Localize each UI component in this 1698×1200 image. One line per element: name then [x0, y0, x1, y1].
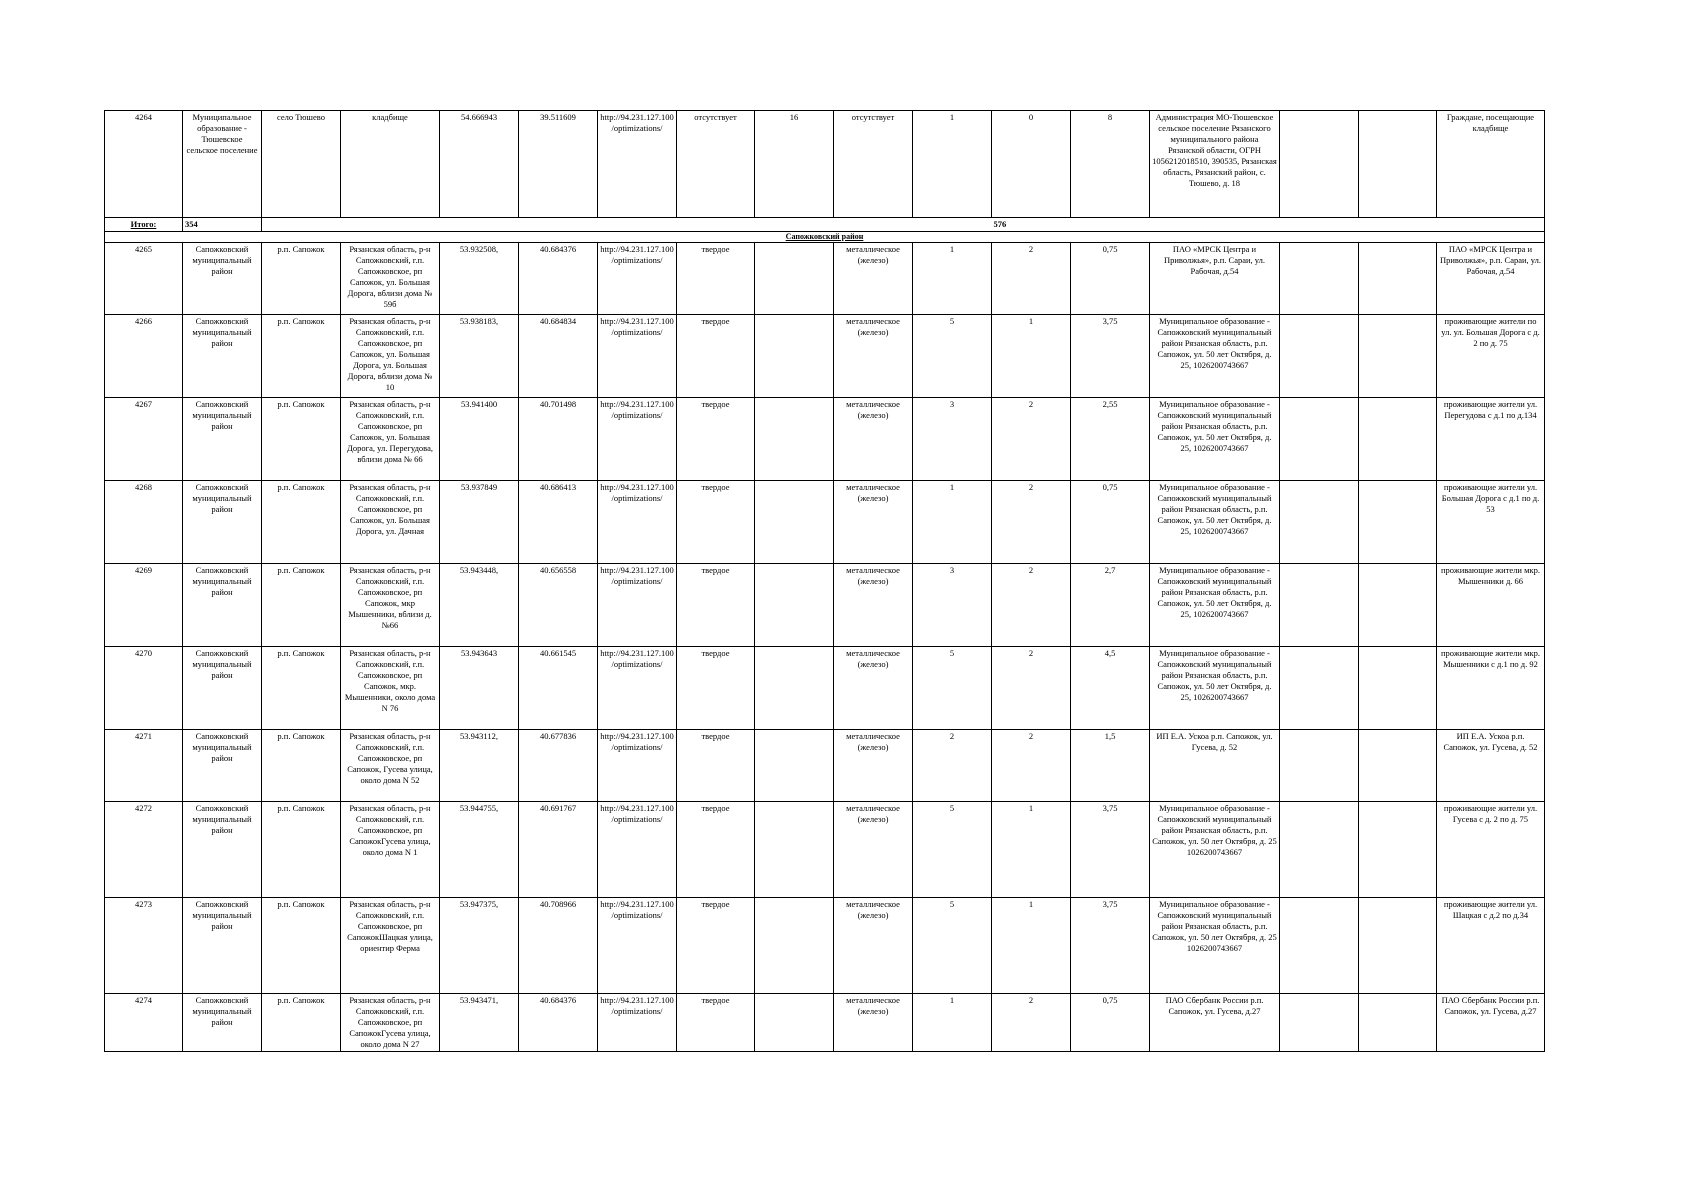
- cell-fence: металлическое (железо): [834, 647, 913, 730]
- cell-municipality: Сапожковский муниципальный район: [183, 398, 262, 481]
- cell-locality: р.п. Сапожок: [262, 647, 341, 730]
- cell-sources: проживающие жители ул. Шацкая с д.2 по д.34: [1437, 898, 1545, 994]
- cell-lon: 40.684376: [519, 243, 598, 315]
- cell-lon: 40.691767: [519, 802, 598, 898]
- cell-area: [755, 243, 834, 315]
- cell-sources: проживающие жители по ул. ул. Большая Дорога с д. 2 по д. 75: [1437, 315, 1545, 398]
- cell-fence: металлическое (железо): [834, 398, 913, 481]
- cell-link[interactable]: http://94.231.127.100/optimizations/: [598, 243, 677, 315]
- table-row: [105, 243, 1545, 315]
- cell-lat: 53.947375,: [440, 898, 519, 994]
- cell-c1: 2: [913, 730, 992, 802]
- cell-surface: твердое: [677, 898, 755, 994]
- cell-owner: ПАО Сбербанк России р.п. Сапожок, ул. Гусева, д.27: [1150, 994, 1280, 1052]
- cell-lat: 53.944755,: [440, 802, 519, 898]
- cell-link[interactable]: http://94.231.127.100/optimizations/: [598, 398, 677, 481]
- cell-owner: ИП Е.А. Ускоа р.п. Сапожок, ул. Гусева, д. 52: [1150, 730, 1280, 802]
- cell-e2: [1359, 315, 1437, 398]
- cell-c1: 1: [913, 994, 992, 1052]
- table-row: [105, 647, 1545, 730]
- cell-e2: [1359, 564, 1437, 647]
- cell-locality: р.п. Сапожок: [262, 898, 341, 994]
- cell-lon: 40.684376: [519, 994, 598, 1052]
- cell-surface: твердое: [677, 315, 755, 398]
- cell-address: Рязанская область, р-н Сапожковский, г.п. Сапожковское, рп СапожокГусева улица, около дома N 1: [341, 802, 440, 898]
- cell-sources: проживающие жители ул. Перегудова с д.1 по д.134: [1437, 398, 1545, 481]
- cell-c2: 1: [992, 315, 1071, 398]
- cell-owner: Муниципальное образование - Сапожковский муниципальный район Рязанская область, р.п. Сапожок, ул. 50 лет Октября, д. 25, 1026200743667: [1150, 315, 1280, 398]
- cell-c3: 4,5: [1071, 647, 1150, 730]
- cell-e1: [1280, 481, 1359, 564]
- cell-link[interactable]: http://94.231.127.100/optimizations/: [598, 564, 677, 647]
- table-row: [105, 994, 1545, 1052]
- cell-id: 4270: [105, 647, 183, 730]
- cell-surface: твердое: [677, 647, 755, 730]
- table-row: [105, 898, 1545, 994]
- cell-e2: [1359, 647, 1437, 730]
- cell-c1: 5: [913, 802, 992, 898]
- cell-locality: р.п. Сапожок: [262, 730, 341, 802]
- cell-id: 4268: [105, 481, 183, 564]
- cell-c3: 3,75: [1071, 802, 1150, 898]
- table-row: [105, 802, 1545, 898]
- cell-municipality: Сапожковский муниципальный район: [183, 481, 262, 564]
- cell-lat: 53.943448,: [440, 564, 519, 647]
- cell-c2: 0: [992, 111, 1071, 218]
- cell-surface: твердое: [677, 802, 755, 898]
- total-count: 354: [183, 218, 262, 232]
- cell-area: [755, 898, 834, 994]
- cell-c3: 3,75: [1071, 898, 1150, 994]
- cell-e2: [1359, 994, 1437, 1052]
- cell-owner: Муниципальное образование - Сапожковский муниципальный район Рязанская область, р.п. Сапожок, ул. 50 лет Октября, д. 25 1026200743667: [1150, 898, 1280, 994]
- cell-id: 4273: [105, 898, 183, 994]
- cell-surface: твердое: [677, 481, 755, 564]
- cell-address: Рязанская область, р-н Сапожковский, г.п. Сапожковское, рп СапожокШацкая улица, ориентир Ферма: [341, 898, 440, 994]
- registry-table: [104, 110, 1545, 1052]
- cell-municipality: Сапожковский муниципальный район: [183, 730, 262, 802]
- cell-id: 4266: [105, 315, 183, 398]
- cell-c2: 2: [992, 730, 1071, 802]
- cell-fence: металлическое (железо): [834, 994, 913, 1052]
- cell-c1: 1: [913, 243, 992, 315]
- cell-lat: 53.943112,: [440, 730, 519, 802]
- cell-c2: 1: [992, 802, 1071, 898]
- cell-locality: р.п. Сапожок: [262, 315, 341, 398]
- cell-sources: проживающие жители мкр. Мышенники с д.1 по д. 92: [1437, 647, 1545, 730]
- cell-id: 4264: [105, 111, 183, 218]
- cell-sources: проживающие жители ул. Гусева с д. 2 по д. 75: [1437, 802, 1545, 898]
- cell-lat: 54.666943: [440, 111, 519, 218]
- cell-c3: 1,5: [1071, 730, 1150, 802]
- cell-e1: [1280, 398, 1359, 481]
- cell-c3: 2,7: [1071, 564, 1150, 647]
- cell-c3: 8: [1071, 111, 1150, 218]
- cell-fence: металлическое (железо): [834, 481, 913, 564]
- cell-locality: р.п. Сапожок: [262, 243, 341, 315]
- cell-e2: [1359, 111, 1437, 218]
- cell-area: [755, 994, 834, 1052]
- cell-lat: 53.932508,: [440, 243, 519, 315]
- cell-area: [755, 398, 834, 481]
- cell-lon: 40.677836: [519, 730, 598, 802]
- cell-fence: металлическое (железо): [834, 802, 913, 898]
- cell-lon: 40.708966: [519, 898, 598, 994]
- cell-sources: ПАО «МРСК Центра и Приволжья», р.п. Сараи, ул. Рабочая, д.54: [1437, 243, 1545, 315]
- cell-address: Рязанская область, р-н Сапожковский, г.п. Сапожковское, рп Сапожок, Гусева улица, около дома N 52: [341, 730, 440, 802]
- section-title: Сапожковский район: [105, 232, 1545, 243]
- cell-area: [755, 315, 834, 398]
- cell-sources: ИП Е.А. Ускоа р.п. Сапожок, ул. Гусева, д. 52: [1437, 730, 1545, 802]
- cell-id: 4274: [105, 994, 183, 1052]
- cell-address: Рязанская область, р-н Сапожковский, г.п. Сапожковское, рп Сапожок, ул. Большая Дорога, вблизи дома № 59б: [341, 243, 440, 315]
- cell-lat: 53.937849: [440, 481, 519, 564]
- cell-surface: твердое: [677, 243, 755, 315]
- cell-municipality: Сапожковский муниципальный район: [183, 802, 262, 898]
- cell-surface: твердое: [677, 398, 755, 481]
- table-row: [105, 398, 1545, 481]
- cell-c2: 1: [992, 898, 1071, 994]
- cell-owner: Муниципальное образование - Сапожковский муниципальный район Рязанская область, р.п. Сапожок, ул. 50 лет Октября, д. 25, 1026200743667: [1150, 647, 1280, 730]
- cell-address: Рязанская область, р-н Сапожковский, г.п. Сапожковское, рп Сапожок, ул. Большая Дорога, ул. Перегудова, вблизи дома № 66: [341, 398, 440, 481]
- cell-area: [755, 802, 834, 898]
- cell-c1: 3: [913, 398, 992, 481]
- cell-sources: Граждане, посещающие кладбище: [1437, 111, 1545, 218]
- cell-c1: 5: [913, 315, 992, 398]
- cell-locality: р.п. Сапожок: [262, 481, 341, 564]
- cell-sources: проживающие жители ул. Большая Дорога с д.1 по д. 53: [1437, 481, 1545, 564]
- cell-c3: 2,55: [1071, 398, 1150, 481]
- cell-address: Рязанская область, р-н Сапожковский, г.п. Сапожковское, рп Сапожок, мкр. Мышенники, около дома N 76: [341, 647, 440, 730]
- cell-municipality: Сапожковский муниципальный район: [183, 315, 262, 398]
- cell-fence: отсутствует: [834, 111, 913, 218]
- cell-e2: [1359, 898, 1437, 994]
- cell-sources: ПАО Сбербанк России р.п. Сапожок, ул. Гусева, д.27: [1437, 994, 1545, 1052]
- cell-e1: [1280, 111, 1359, 218]
- cell-e2: [1359, 243, 1437, 315]
- cell-e1: [1280, 994, 1359, 1052]
- table-row: [105, 481, 1545, 564]
- cell-c1: 5: [913, 898, 992, 994]
- cell-c2: 2: [992, 398, 1071, 481]
- cell-address: Рязанская область, р-н Сапожковский, г.п. Сапожковское, рп Сапожок, мкр Мышенники, вблизи д. №66: [341, 564, 440, 647]
- cell-locality: р.п. Сапожок: [262, 802, 341, 898]
- cell-surface: твердое: [677, 994, 755, 1052]
- cell-c3: 0,75: [1071, 481, 1150, 564]
- cell-c2: 2: [992, 481, 1071, 564]
- cell-c1: 5: [913, 647, 992, 730]
- cell-e2: [1359, 481, 1437, 564]
- cell-surface: твердое: [677, 564, 755, 647]
- cell-lat: 53.941400: [440, 398, 519, 481]
- cell-fence: металлическое (железо): [834, 730, 913, 802]
- cell-lon: 40.684834: [519, 315, 598, 398]
- cell-lat: 53.938183,: [440, 315, 519, 398]
- cell-id: 4271: [105, 730, 183, 802]
- cell-owner: Муниципальное образование - Сапожковский муниципальный район Рязанская область, р.п. Сапожок, ул. 50 лет Октября, д. 25 1026200743667: [1150, 802, 1280, 898]
- cell-c2: 2: [992, 564, 1071, 647]
- cell-owner: Муниципальное образование - Сапожковский муниципальный район Рязанская область, р.п. Сапожок, ул. 50 лет Октября, д. 25, 1026200743667: [1150, 481, 1280, 564]
- cell-lon: 40.656558: [519, 564, 598, 647]
- cell-c1: 1: [913, 111, 992, 218]
- cell-locality: село Тюшево: [262, 111, 341, 218]
- cell-locality: р.п. Сапожок: [262, 564, 341, 647]
- cell-sources: проживающие жители мкр. Мышенники д. 66: [1437, 564, 1545, 647]
- cell-area: [755, 564, 834, 647]
- cell-fence: металлическое (железо): [834, 898, 913, 994]
- total-row: [105, 218, 1545, 232]
- cell-c1: 1: [913, 481, 992, 564]
- cell-c2: 2: [992, 994, 1071, 1052]
- cell-link[interactable]: http://94.231.127.100/optimizations/: [598, 898, 677, 994]
- cell-municipality: Сапожковский муниципальный район: [183, 994, 262, 1052]
- cell-e1: [1280, 730, 1359, 802]
- cell-link[interactable]: http://94.231.127.100/optimizations/: [598, 315, 677, 398]
- cell-lon: 40.686413: [519, 481, 598, 564]
- section-row: [105, 232, 1545, 243]
- total-sum: 576: [992, 218, 1545, 232]
- table-row: [105, 564, 1545, 647]
- cell-fence: металлическое (железо): [834, 315, 913, 398]
- cell-municipality: Сапожковский муниципальный район: [183, 564, 262, 647]
- cell-id: 4272: [105, 802, 183, 898]
- cell-c3: 0,75: [1071, 243, 1150, 315]
- cell-e1: [1280, 243, 1359, 315]
- cell-area: 16: [755, 111, 834, 218]
- cell-e1: [1280, 898, 1359, 994]
- table-row: [105, 111, 1545, 218]
- cell-c2: 2: [992, 243, 1071, 315]
- cell-e1: [1280, 802, 1359, 898]
- cell-id: 4269: [105, 564, 183, 647]
- cell-e2: [1359, 730, 1437, 802]
- cell-owner: Муниципальное образование - Сапожковский муниципальный район Рязанская область, р.п. Сапожок, ул. 50 лет Октября, д. 25, 1026200743667: [1150, 398, 1280, 481]
- cell-fence: металлическое (железо): [834, 243, 913, 315]
- cell-owner: Администрация МО-Тюшевское сельское поселение Рязанского муниципального района Рязанской области, ОГРН 1056212018510, 390535, Рязанская область, Рязанский район, с. Тюшево, д. 18: [1150, 111, 1280, 218]
- cell-c2: 2: [992, 647, 1071, 730]
- cell-link[interactable]: http://94.231.127.100/optimizations/: [598, 994, 677, 1052]
- cell-lat: 53.943471,: [440, 994, 519, 1052]
- cell-lon: 40.661545: [519, 647, 598, 730]
- cell-lon: 39.511609: [519, 111, 598, 218]
- cell-municipality: Сапожковский муниципальный район: [183, 647, 262, 730]
- cell-e1: [1280, 564, 1359, 647]
- cell-e1: [1280, 315, 1359, 398]
- cell-id: 4267: [105, 398, 183, 481]
- cell-address: кладбище: [341, 111, 440, 218]
- cell-c3: 3,75: [1071, 315, 1150, 398]
- cell-lat: 53.943643: [440, 647, 519, 730]
- cell-area: [755, 481, 834, 564]
- cell-c3: 0,75: [1071, 994, 1150, 1052]
- cell-address: Рязанская область, р-н Сапожковский, г.п. Сапожковское, рп Сапожок, ул. Большая Дорога, ул. Большая Дорога, вблизи дома № 10: [341, 315, 440, 398]
- cell-fence: металлическое (железо): [834, 564, 913, 647]
- cell-owner: Муниципальное образование - Сапожковский муниципальный район Рязанская область, р.п. Сапожок, ул. 50 лет Октября, д. 25, 1026200743667: [1150, 564, 1280, 647]
- cell-municipality: Сапожковский муниципальный район: [183, 243, 262, 315]
- cell-id: 4265: [105, 243, 183, 315]
- table-row: [105, 315, 1545, 398]
- cell-link[interactable]: http://94.231.127.100/optimizations/: [598, 481, 677, 564]
- table-row: [105, 730, 1545, 802]
- cell-area: [755, 647, 834, 730]
- cell-area: [755, 730, 834, 802]
- cell-e2: [1359, 802, 1437, 898]
- cell-e1: [1280, 647, 1359, 730]
- cell-surface: отсутствует: [677, 111, 755, 218]
- cell-locality: р.п. Сапожок: [262, 994, 341, 1052]
- total-label: Итого:: [105, 218, 183, 232]
- cell-owner: ПАО «МРСК Центра и Приволжья», р.п. Сараи, ул. Рабочая, д.54: [1150, 243, 1280, 315]
- cell-link[interactable]: http://94.231.127.100/optimizations/: [598, 802, 677, 898]
- cell-link[interactable]: http://94.231.127.100/optimizations/: [598, 730, 677, 802]
- cell-e2: [1359, 398, 1437, 481]
- cell-locality: р.п. Сапожок: [262, 398, 341, 481]
- cell-address: Рязанская область, р-н Сапожковский, г.п. Сапожковское, рп Сапожок, ул. Большая Дорога, ул. Дачная: [341, 481, 440, 564]
- cell-lon: 40.701498: [519, 398, 598, 481]
- cell-c1: 3: [913, 564, 992, 647]
- cell-surface: твердое: [677, 730, 755, 802]
- cell-link[interactable]: http://94.231.127.100/optimizations/: [598, 647, 677, 730]
- cell-address: Рязанская область, р-н Сапожковский, г.п. Сапожковское, рп СапожокГусева улица, около дома N 27: [341, 994, 440, 1052]
- cell-municipality: Сапожковский муниципальный район: [183, 898, 262, 994]
- cell-municipality: Муниципальное образование - Тюшевское сельское поселение: [183, 111, 262, 218]
- cell-link[interactable]: http://94.231.127.100/optimizations/: [598, 111, 677, 218]
